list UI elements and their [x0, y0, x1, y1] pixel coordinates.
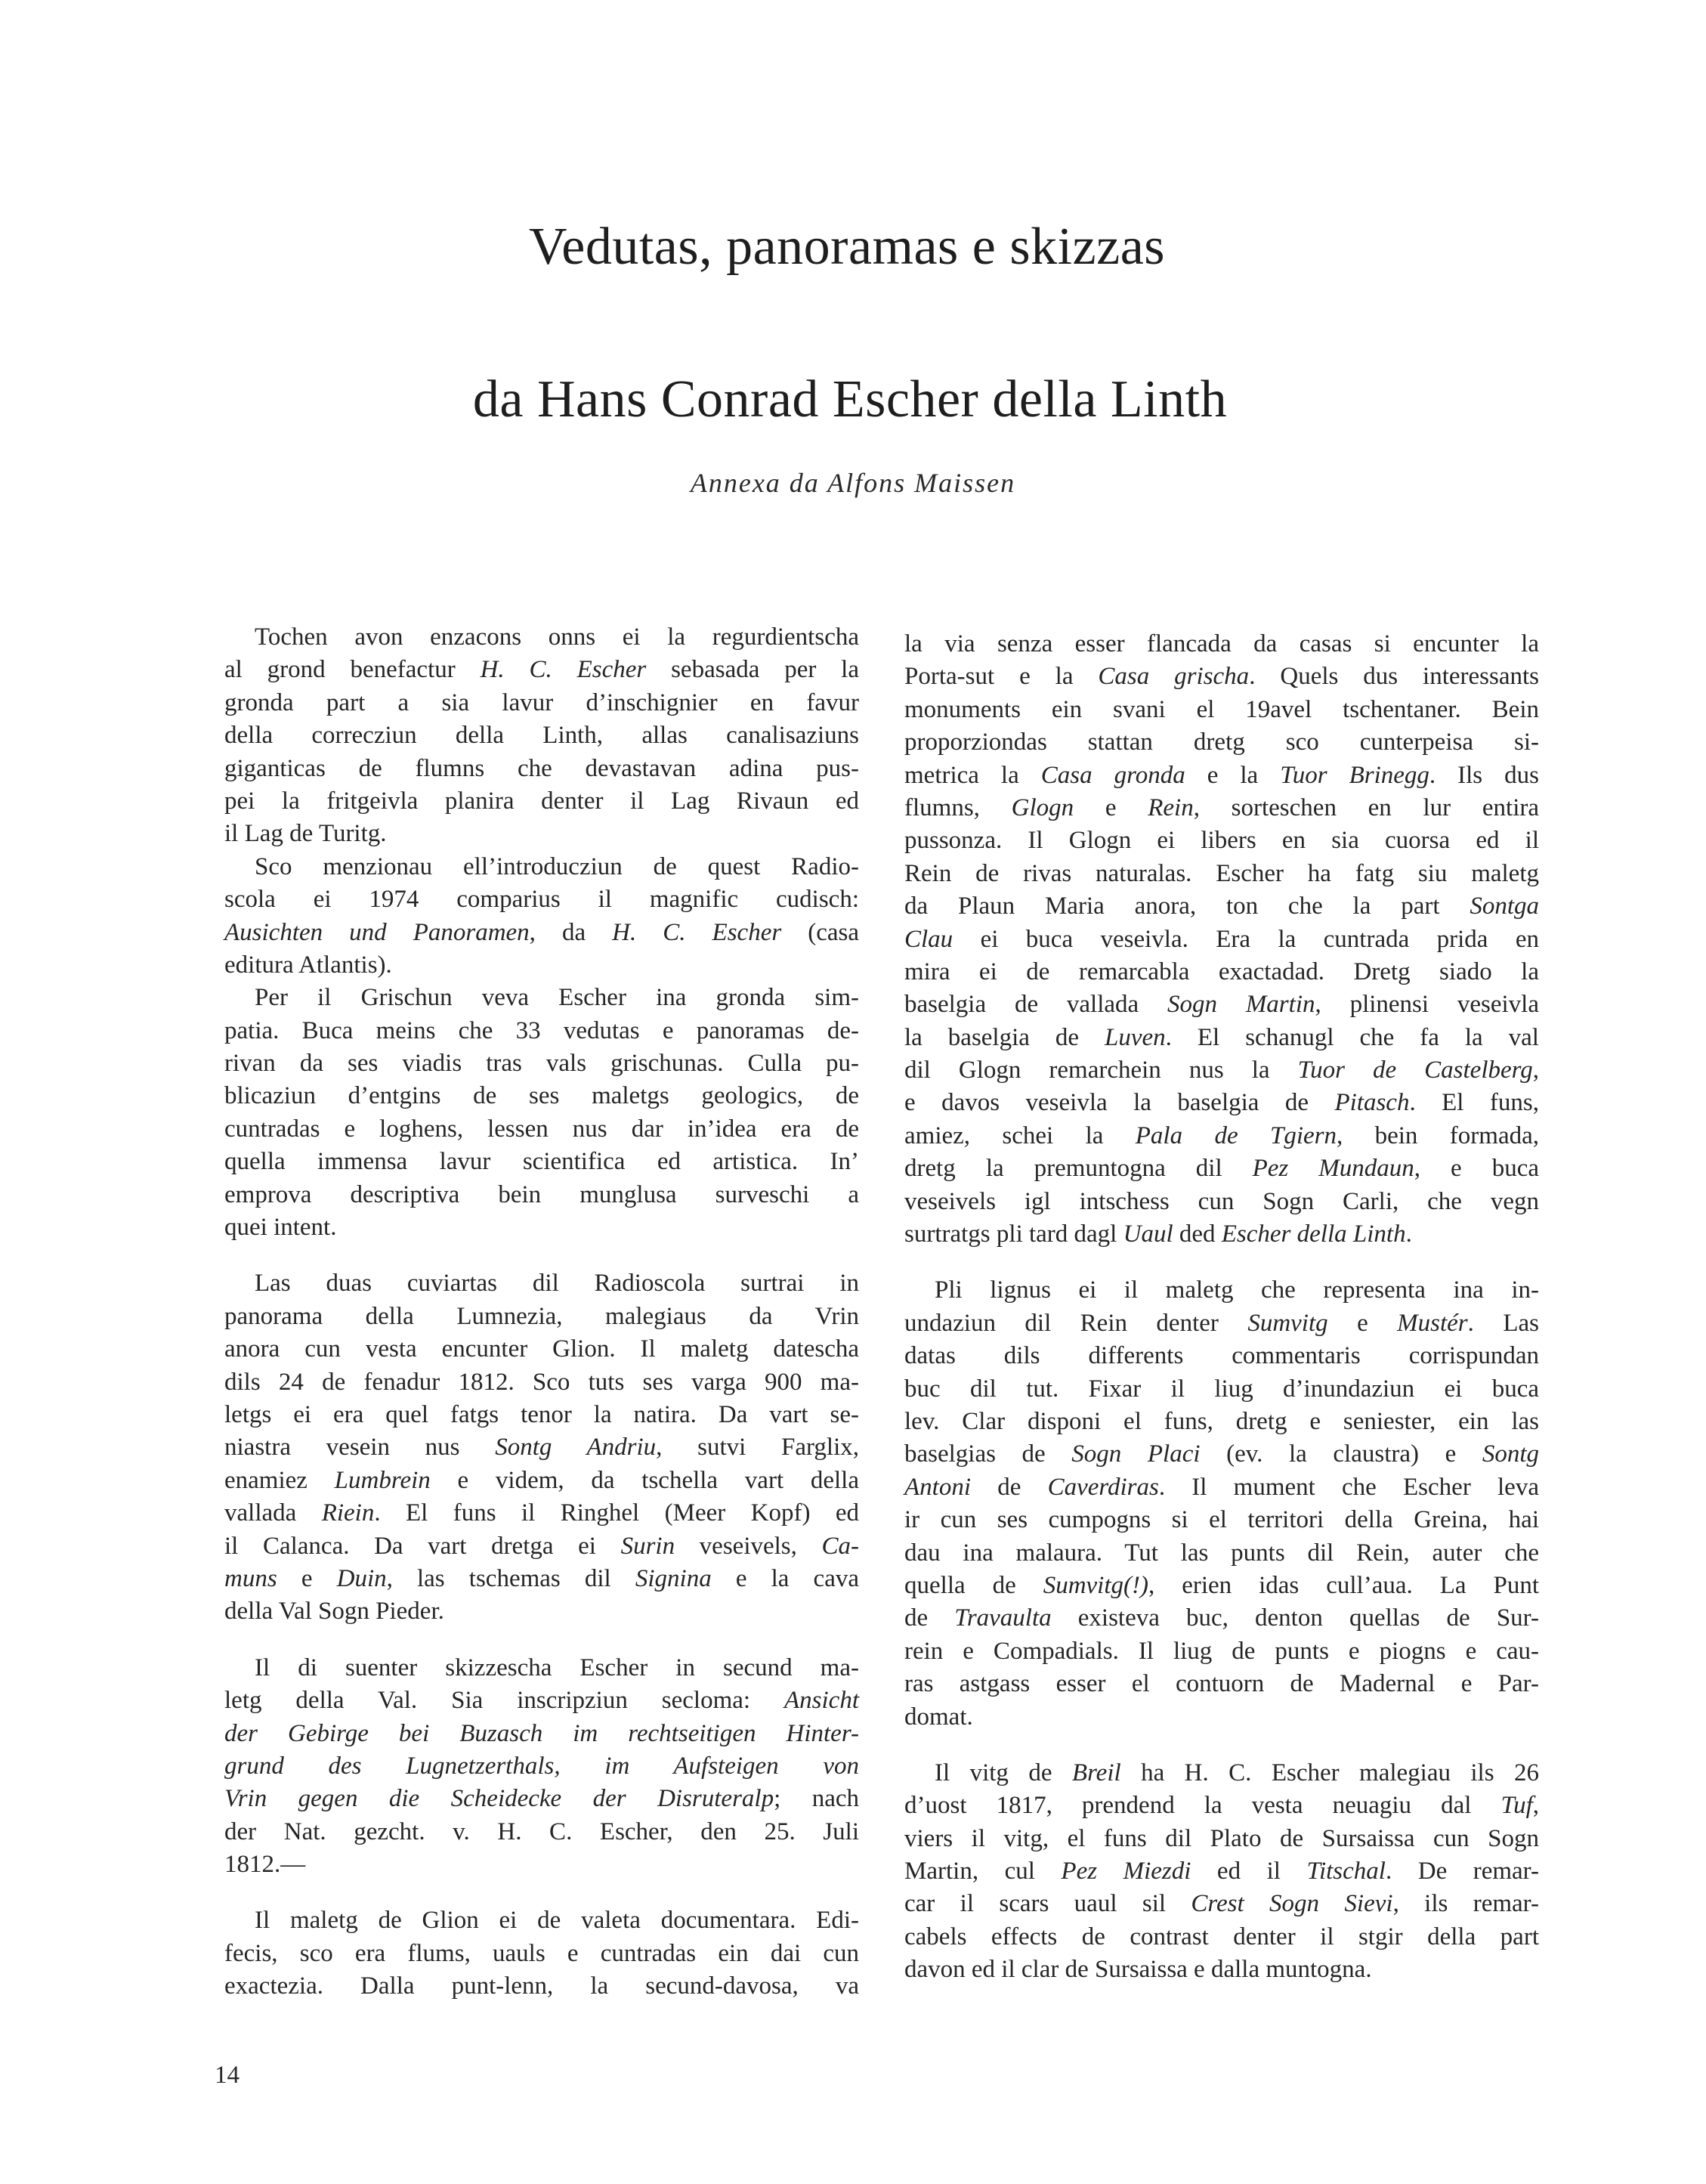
- text-run: de: [971, 1473, 1048, 1501]
- text-run: ei buca veseivla. Era la cuntrada prida en: [953, 925, 1539, 953]
- italic-text: Travaulta: [954, 1604, 1052, 1632]
- text-line: [224, 917, 859, 949]
- italic-text: Ansicht: [784, 1687, 859, 1715]
- paragraph: [224, 851, 859, 982]
- text-run: , e buca: [1414, 1155, 1539, 1183]
- text-run: Las duas cuviartas dil Radioscola surtrai in: [255, 1270, 859, 1298]
- text-run: editura Atlantis).: [224, 951, 392, 979]
- italic-text: Rein: [1148, 793, 1194, 821]
- paragraph: [224, 621, 859, 851]
- text-run: della Val Sogn Pieder.: [224, 1598, 444, 1626]
- text-run: , plinensi veseivla: [1315, 991, 1540, 1019]
- text-line: [904, 660, 1539, 693]
- italic-text: Crest Sogn Sievi: [1191, 1890, 1393, 1918]
- text-run: viers il vitg, el funs dil Plato de Sursaissa cun Sogn: [904, 1824, 1539, 1852]
- text-run: sebasada per la: [646, 656, 859, 684]
- text-line: [904, 1855, 1539, 1888]
- italic-text: Surin: [620, 1532, 675, 1560]
- text-run: , sutvi Farglix,: [656, 1434, 859, 1462]
- text-run: emprova descriptiva bein munglusa surveschi a: [224, 1180, 859, 1208]
- text-line: [904, 1152, 1539, 1185]
- text-run: , erien idas cull’aua. La Punt: [1148, 1571, 1540, 1599]
- text-column-right: [904, 628, 1539, 1987]
- text-run: e videm, da tschella vart della: [430, 1466, 859, 1494]
- text-run: , las tschemas dil: [386, 1564, 635, 1592]
- italic-text: grund des Lugnetzerthals, im Aufsteigen von: [224, 1752, 859, 1780]
- text-run: anora cun vesta encunter Glion. Il maletg datescha: [224, 1335, 859, 1363]
- text-run: surtratgs pli tard dagl: [904, 1220, 1123, 1248]
- text-run: panorama della Lumnezia, malegiaus da Vrin: [224, 1302, 859, 1330]
- paragraph: [904, 1274, 1539, 1733]
- text-run: , ils remar-: [1392, 1890, 1539, 1918]
- text-run: proporziondas stattan dretg sco cunterpeisa si-: [904, 729, 1539, 756]
- text-run: e: [1327, 1309, 1398, 1337]
- text-run: flumns,: [904, 793, 1012, 821]
- page-title-line-1: Vedutas, panoramas e skizzas: [528, 218, 1166, 276]
- text-line: [904, 1701, 1539, 1734]
- text-run: undaziun dil Rein denter: [904, 1309, 1248, 1337]
- text-run: ,: [1532, 1056, 1539, 1084]
- text-run: blicaziun d’entgins de ses maletgs geologics, de: [224, 1082, 859, 1110]
- text-run: cuntradas e loghens, lessen nus dar in’idea era de: [224, 1115, 859, 1143]
- text-line: [224, 1530, 859, 1563]
- text-run: la baselgia de: [904, 1023, 1105, 1051]
- text-line: [904, 1087, 1539, 1119]
- text-run: (casa: [781, 918, 859, 946]
- text-run: gronda part a sia lavur d’inschignier en favur: [224, 688, 859, 716]
- italic-text: H. C. Escher: [612, 918, 782, 946]
- paragraph: [904, 628, 1539, 1251]
- page-title-line-2: da Hans Conrad Escher della Linth: [472, 370, 1228, 428]
- text-line: [224, 753, 859, 785]
- text-line: [224, 851, 859, 883]
- italic-text: Pez Mundaun: [1252, 1155, 1414, 1183]
- italic-text: Lumbrein: [334, 1466, 431, 1494]
- italic-text: Mustér: [1397, 1309, 1468, 1337]
- text-run: e la cava: [711, 1564, 860, 1592]
- italic-text: Antoni: [904, 1473, 971, 1501]
- paragraph: [224, 1652, 859, 1882]
- text-run: . El funs,: [1409, 1089, 1539, 1117]
- italic-text: Tuf: [1500, 1792, 1533, 1820]
- text-run: rein e Compadials. Il liug de punts e piogns e cau-: [904, 1637, 1539, 1665]
- text-line: [224, 949, 859, 982]
- text-line: [224, 1816, 859, 1848]
- text-line: [224, 1497, 859, 1530]
- text-line: [224, 1146, 859, 1178]
- text-run: dretg la premuntogna dil: [904, 1155, 1253, 1183]
- text-run: . Las: [1467, 1309, 1539, 1337]
- text-line: [904, 1186, 1539, 1218]
- text-column-left: [224, 621, 859, 2003]
- text-line: [904, 1757, 1539, 1790]
- text-run: . Quels dus interessants: [1249, 663, 1540, 691]
- text-line: [224, 1267, 859, 1300]
- text-run: vallada: [224, 1499, 322, 1527]
- italic-text: Sogn Placi: [1071, 1440, 1201, 1468]
- text-run: patia. Buca meins che 33 vedutas e panoramas de-: [224, 1016, 859, 1044]
- italic-text: Sontg: [1482, 1440, 1539, 1468]
- text-run: letgs ei era quel fatgs tenor la natira. Da vart se-: [224, 1400, 859, 1428]
- text-line: [904, 1921, 1539, 1954]
- text-run: della correcziun della Linth, allas canalisaziuns: [224, 722, 859, 750]
- text-line: [224, 1431, 859, 1464]
- text-line: [224, 982, 859, 1014]
- italic-text: Tuor de Castelberg: [1297, 1056, 1533, 1084]
- text-line: [904, 1888, 1539, 1920]
- italic-text: Sogn Martin: [1167, 991, 1315, 1019]
- text-run: de: [904, 1604, 955, 1632]
- text-run: car il scars uaul sil: [904, 1890, 1191, 1918]
- text-line: [224, 818, 859, 850]
- text-run: buc dil tut. Fixar il liug d’inundaziun ei buca: [904, 1375, 1539, 1403]
- italic-text: Vrin gegen die Scheidecke der Disruteralp: [224, 1785, 774, 1813]
- text-run: Pli lignus ei il maletg che representa ina in-: [935, 1276, 1539, 1304]
- text-run: al grond benefactur: [224, 656, 481, 684]
- italic-text: Sumvitg(!): [1043, 1571, 1148, 1599]
- text-line: [904, 1602, 1539, 1635]
- text-run: e la: [1185, 761, 1281, 789]
- italic-text: Titschal: [1306, 1858, 1386, 1885]
- text-line: [224, 883, 859, 916]
- text-line: [904, 923, 1539, 956]
- italic-text: Tuor Brinegg: [1280, 761, 1429, 789]
- italic-text: Caverdiras: [1047, 1473, 1159, 1501]
- italic-text: Pez Miezdi: [1061, 1858, 1191, 1885]
- text-line: [224, 1783, 859, 1815]
- italic-text: Sontg Andriu: [495, 1434, 657, 1462]
- text-line: [224, 719, 859, 752]
- italic-text: Ca-: [821, 1532, 860, 1560]
- text-run: . El funs il Ringhel (Meer Kopf) ed: [374, 1499, 859, 1527]
- text-line: [904, 1307, 1539, 1340]
- text-line: [224, 1970, 859, 2003]
- text-line: [224, 1848, 859, 1881]
- text-line: [904, 1504, 1539, 1536]
- italic-text: Luven: [1105, 1023, 1166, 1051]
- text-line: [224, 1718, 859, 1750]
- text-run: e davos veseivla la baselgia de: [904, 1089, 1335, 1117]
- text-line: [224, 654, 859, 686]
- text-line: [224, 785, 859, 818]
- text-run: . De remar-: [1385, 1858, 1539, 1885]
- text-line: [224, 1750, 859, 1783]
- text-line: [224, 1563, 859, 1595]
- text-run: niastra vesein nus: [224, 1434, 496, 1462]
- text-run: ir cun ses cumpogns si el territori della Greina, hai: [904, 1506, 1539, 1534]
- text-line: [904, 1373, 1539, 1406]
- text-run: la via senza esser flancada da casas si encunter la: [904, 630, 1539, 657]
- text-run: il Lag de Turitg.: [224, 820, 387, 848]
- text-line: [224, 1465, 859, 1497]
- text-line: [904, 890, 1539, 923]
- text-run: dil Glogn remarchein nus la: [904, 1056, 1298, 1084]
- text-run: amiez, schei la: [904, 1121, 1136, 1149]
- text-line: [224, 687, 859, 719]
- italic-text: Pala de Tgiern: [1135, 1121, 1337, 1149]
- italic-text: Signina: [635, 1564, 712, 1592]
- text-run: giganticas de flumns che devastavan adina pus-: [224, 754, 859, 782]
- text-line: [904, 1668, 1539, 1700]
- text-run: quella de: [904, 1571, 1043, 1599]
- text-line: [904, 1790, 1539, 1822]
- text-run: exactezia. Dalla punt-lenn, la secund-davosa, va: [224, 1972, 859, 2000]
- text-line: [904, 1954, 1539, 1986]
- text-line: [224, 1938, 859, 1970]
- text-run: .: [1405, 1220, 1412, 1248]
- text-run: dau ina malaura. Tut las punts dil Rein, auter che: [904, 1539, 1539, 1567]
- italic-text: der Gebirge bei Buzasch im rechtseitigen Hinter-: [224, 1719, 859, 1747]
- page-number: 14: [215, 2062, 240, 2089]
- text-line: [904, 1218, 1539, 1251]
- text-run: cabels effects de contrast denter il stgir della part: [904, 1923, 1539, 1950]
- text-line: [904, 1022, 1539, 1054]
- text-line: [904, 1054, 1539, 1087]
- text-run: letg della Val. Sia inscripziun secloma:: [224, 1687, 785, 1715]
- text-line: [904, 1537, 1539, 1570]
- paragraph: [224, 1904, 859, 2003]
- text-run: . Il mument che Escher leva: [1158, 1473, 1539, 1501]
- text-line: [224, 1080, 859, 1112]
- text-line: [904, 1274, 1539, 1307]
- text-line: [224, 1015, 859, 1047]
- text-line: [904, 1635, 1539, 1668]
- text-run: Il maletg de Glion ei de valeta documentara. Edi-: [255, 1907, 859, 1935]
- text-line: [904, 956, 1539, 988]
- text-line: [224, 1333, 859, 1366]
- text-run: datas dils differents commentaris corrispundan: [904, 1342, 1539, 1370]
- text-run: Porta-sut e la: [904, 663, 1099, 691]
- italic-text: Sontga: [1470, 892, 1539, 920]
- text-run: e: [1074, 793, 1148, 821]
- text-run: Per il Grischun veva Escher ina gronda sim-: [255, 984, 859, 1012]
- text-run: baselgias de: [904, 1440, 1072, 1468]
- text-line: [224, 1366, 859, 1399]
- text-run: lev. Clar disponi el funs, dretg e seniester, ein las: [904, 1407, 1539, 1435]
- text-line: [904, 792, 1539, 824]
- text-line: [904, 1471, 1539, 1504]
- text-run: Martin, cul: [904, 1858, 1062, 1885]
- text-line: [904, 1823, 1539, 1855]
- text-run: ; nach: [774, 1785, 859, 1813]
- text-line: [224, 1301, 859, 1333]
- text-run: Il vitg de: [935, 1759, 1072, 1786]
- italic-text: Riein: [321, 1499, 375, 1527]
- text-run: scola ei 1974 comparius il magnific cudisch:: [224, 886, 859, 914]
- text-run: 1812.—: [224, 1851, 306, 1879]
- text-line: [224, 1399, 859, 1431]
- text-line: [224, 1595, 859, 1628]
- text-run: der Nat. gezcht. v. H. C. Escher, den 25. Juli: [224, 1817, 859, 1845]
- text-run: Tochen avon enzacons onns ei la regurdientscha: [255, 623, 859, 651]
- text-run: Rein de rivas naturalas. Escher ha fatg siu maletg: [904, 859, 1539, 887]
- text-line: [904, 759, 1539, 792]
- italic-text: H. C. Escher: [480, 656, 647, 684]
- text-run: ,: [1532, 1792, 1539, 1820]
- text-line: [904, 1120, 1539, 1152]
- italic-text: Casa gronda: [1040, 761, 1185, 789]
- text-run: monuments ein svani el 19avel tschentaner. Bein: [904, 695, 1539, 723]
- text-run: . El schanugl che fa la val: [1165, 1023, 1539, 1051]
- italic-text: Ausichten und Panoramen: [224, 918, 530, 946]
- text-run: domat.: [904, 1703, 973, 1731]
- text-run: (ev. la claustra) e: [1200, 1440, 1482, 1468]
- text-run: da Plaun Maria anora, ton che la part: [904, 892, 1470, 920]
- text-run: metrica la: [904, 761, 1041, 789]
- text-run: veseivels igl intschess cun Sogn Carli, che vegn: [904, 1187, 1539, 1215]
- text-run: fecis, sco era flums, uauls e cuntradas ein dai cun: [224, 1939, 859, 1967]
- italic-text: Casa grischa: [1098, 663, 1250, 691]
- text-line: [904, 858, 1539, 890]
- text-line: [224, 1047, 859, 1080]
- text-line: [224, 621, 859, 654]
- text-run: quella immensa lavur scientifica ed artistica. In’: [224, 1148, 859, 1176]
- text-line: [904, 988, 1539, 1021]
- text-run: dils 24 de fenadur 1812. Sco tuts ses varga 900 ma-: [224, 1368, 859, 1396]
- text-line: [904, 1438, 1539, 1471]
- italic-text: Uaul: [1123, 1220, 1173, 1248]
- italic-text: Pitasch: [1334, 1089, 1410, 1117]
- text-line: [224, 1904, 859, 1937]
- author-byline: Annexa da Alfons Maissen: [690, 468, 1016, 498]
- paragraph: [224, 982, 859, 1244]
- text-line: [224, 1652, 859, 1684]
- text-run: , da: [529, 918, 613, 946]
- text-line: [904, 1406, 1539, 1438]
- text-run: rivan da ses viadis tras vals grischunas. Culla pu-: [224, 1050, 859, 1078]
- text-line: [904, 1570, 1539, 1602]
- italic-text: Escher della Linth: [1221, 1220, 1406, 1248]
- italic-text: Clau: [904, 925, 953, 953]
- text-run: quei intent.: [224, 1214, 337, 1242]
- text-run: ed il: [1191, 1858, 1307, 1885]
- text-line: [904, 694, 1539, 726]
- text-run: Sco menzionau ell’introducziun de quest Radio-: [255, 852, 859, 880]
- italic-text: Duin: [336, 1564, 387, 1592]
- text-line: [224, 1113, 859, 1146]
- text-run: enamiez: [224, 1466, 335, 1494]
- italic-text: Sumvitg: [1247, 1309, 1328, 1337]
- text-run: . Ils dus: [1429, 761, 1539, 789]
- text-run: e: [277, 1564, 337, 1592]
- text-line: [224, 1684, 859, 1717]
- text-line: [224, 1211, 859, 1244]
- text-line: [904, 824, 1539, 857]
- italic-text: Glogn: [1011, 793, 1074, 821]
- text-run: Il di suenter skizzescha Escher in secund ma-: [255, 1653, 859, 1681]
- text-line: [904, 1340, 1539, 1372]
- text-run: il Calanca. Da vart dretga ei: [224, 1532, 621, 1560]
- text-run: pussonza. Il Glogn ei libers en sia cuorsa ed il: [904, 827, 1539, 855]
- text-run: mira ei de remarcabla exactadad. Dretg siado la: [904, 957, 1539, 985]
- text-run: veseivels,: [675, 1532, 822, 1560]
- italic-text: muns: [224, 1564, 277, 1592]
- paragraph: [224, 1267, 859, 1628]
- text-run: ded: [1173, 1220, 1222, 1248]
- text-run: baselgia de vallada: [904, 991, 1167, 1019]
- text-run: pei la fritgeivla planira denter il Lag Rivaun ed: [224, 787, 859, 815]
- text-line: [904, 628, 1539, 660]
- text-run: ha H. C. Escher malegiau ils 26: [1120, 1759, 1539, 1786]
- italic-text: Breil: [1071, 1759, 1121, 1786]
- text-run: , bein formada,: [1337, 1121, 1539, 1149]
- paragraph: [904, 1757, 1539, 1987]
- text-run: , sorteschen en lur entira: [1193, 793, 1540, 821]
- text-line: [904, 726, 1539, 759]
- text-run: ras astgass esser el contuorn de Madernal e Par-: [904, 1670, 1539, 1698]
- text-run: davon ed il clar de Sursaissa e dalla muntogna.: [904, 1956, 1372, 1984]
- text-run: existeva buc, denton quellas de Sur-: [1051, 1604, 1540, 1632]
- text-line: [224, 1179, 859, 1211]
- text-run: d’uost 1817, prendend la vesta neuagiu dal: [904, 1792, 1501, 1820]
